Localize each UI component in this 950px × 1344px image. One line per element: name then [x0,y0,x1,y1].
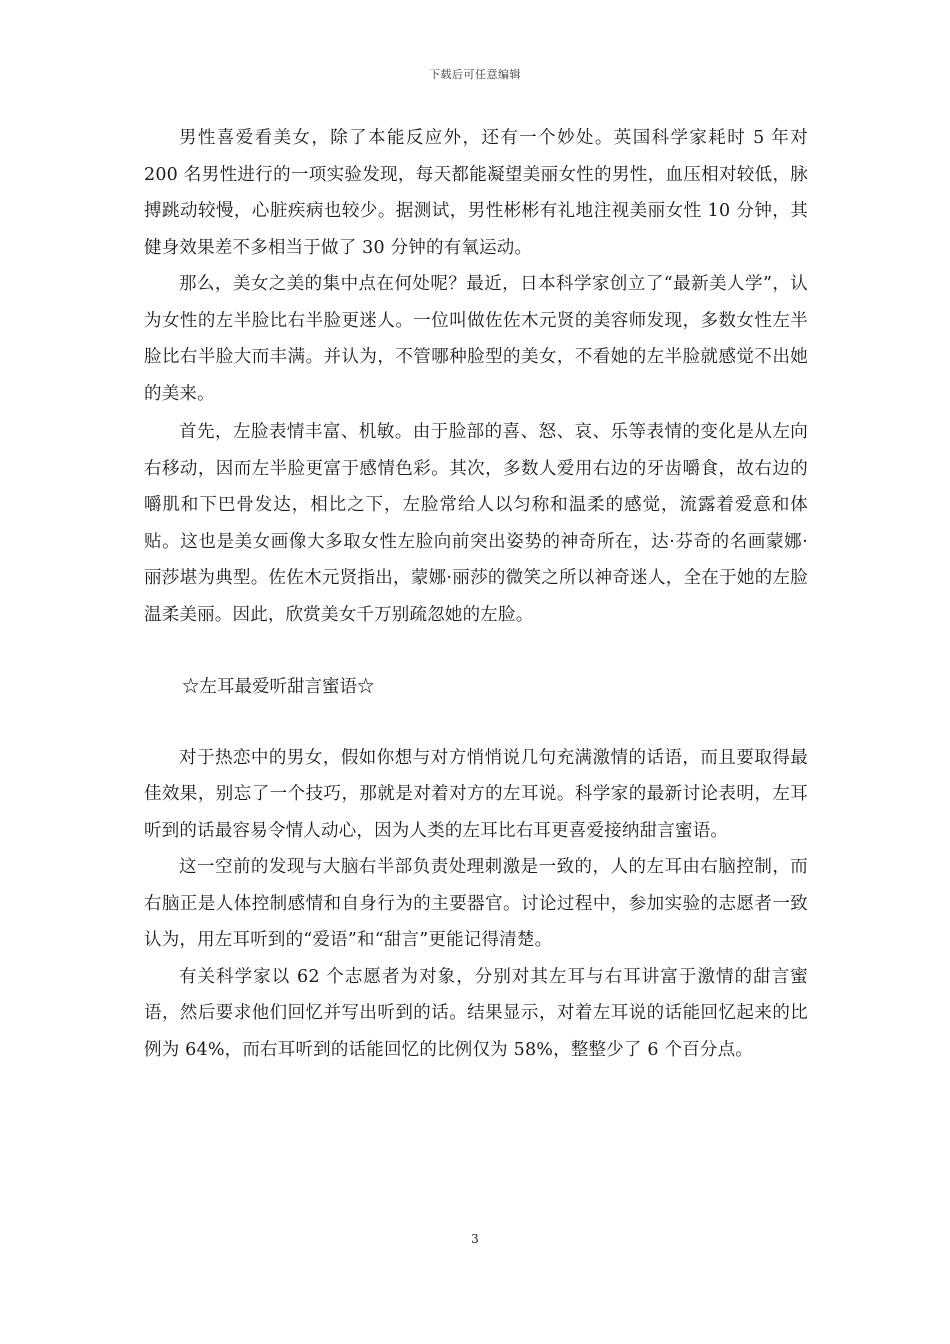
paragraph-left-face-expression: 首先，左脸表情丰富、机敏。由于脸部的喜、怒、哀、乐等表情的变化是从左向右移动，因而左半脸更富于感情色彩。其次，多数人爱用右边的牙齿嚼食，故右边的嚼肌和下巴骨发达，相比之下，左脸常给人以匀称和温柔的感觉，流露着爱意和体贴。这也是美女画像大多取女性左脸向前突出姿势的神奇所在，达·芬奇的名画蒙娜·丽莎堪为典型。佐佐木元贤指出，蒙娜·丽莎的微笑之所以神奇迷人，全在于她的左脸温柔美丽。因此，欣赏美女千万别疏忽她的左脸。 [144,422,808,625]
page-body [144,120,808,1068]
paragraph-left-ear-sweet-words: 对于热恋中的男女，假如你想与对方悄悄说几句充满激情的话语，而且要取得最佳效果，别忘了一个技巧，那就是对着对方的左耳说。科学家的最新讨论表明，左耳听到的话最容易令情人动心，因为人类的左耳比右耳更喜爱接纳甜言蜜语。 [144,747,808,841]
page-number: 3 [471,1232,479,1246]
section-heading-left-ear: ☆左耳最爱听甜言蜜语☆ [182,677,375,697]
paragraph-right-brain-control: 这一空前的发现与大脑右半部负责处理刺激是一致的，人的左耳由右脑控制，而右脑正是人体控制感情和自身行为的主要器官。讨论过程中，参加实验的志愿者一致认为，用左耳听到的“爱语”和“甜言”更能记得清楚。 [144,857,808,950]
paragraph-men-viewing-beauty: 男性喜爱看美女，除了本能反应外，还有一个妙处。英国科学家耗时 5 年对 200 名男性进行的一项实验发现，每天都能凝望美丽女性的男性，血压相对较低，脉搏跳动较慢，心脏疾病也较少。据测试，男性彬彬有礼地注视美丽女性 10 分钟，其健身效果差不多相当于做了 30 分钟的有氧运动。 [144,128,808,258]
paragraph-left-face-beauty: 那么，美女之美的集中点在何处呢？最近，日本科学家创立了“最新美人学”，认为女性的左半脸比右半脸更迷人。一位叫做佐佐木元贤的美容师发现，多数女性左半脸比右半脸大而丰满。并认为，不管哪种脸型的美女，不看她的左半脸就感觉不出她的美来。 [144,274,808,404]
page-header-note: 下载后可任意编辑 [429,68,521,81]
paragraph-recall-experiment: 有关科学家以 62 个志愿者为对象，分别对其左耳与右耳讲富于激情的甜言蜜语，然后要求他们回忆并写出听到的话。结果显示，对着左耳说的话能回忆起来的比例为 64%，而右耳听到的话能回忆的比例仅为 58%，整整少了 6 个百分点。 [144,966,808,1060]
